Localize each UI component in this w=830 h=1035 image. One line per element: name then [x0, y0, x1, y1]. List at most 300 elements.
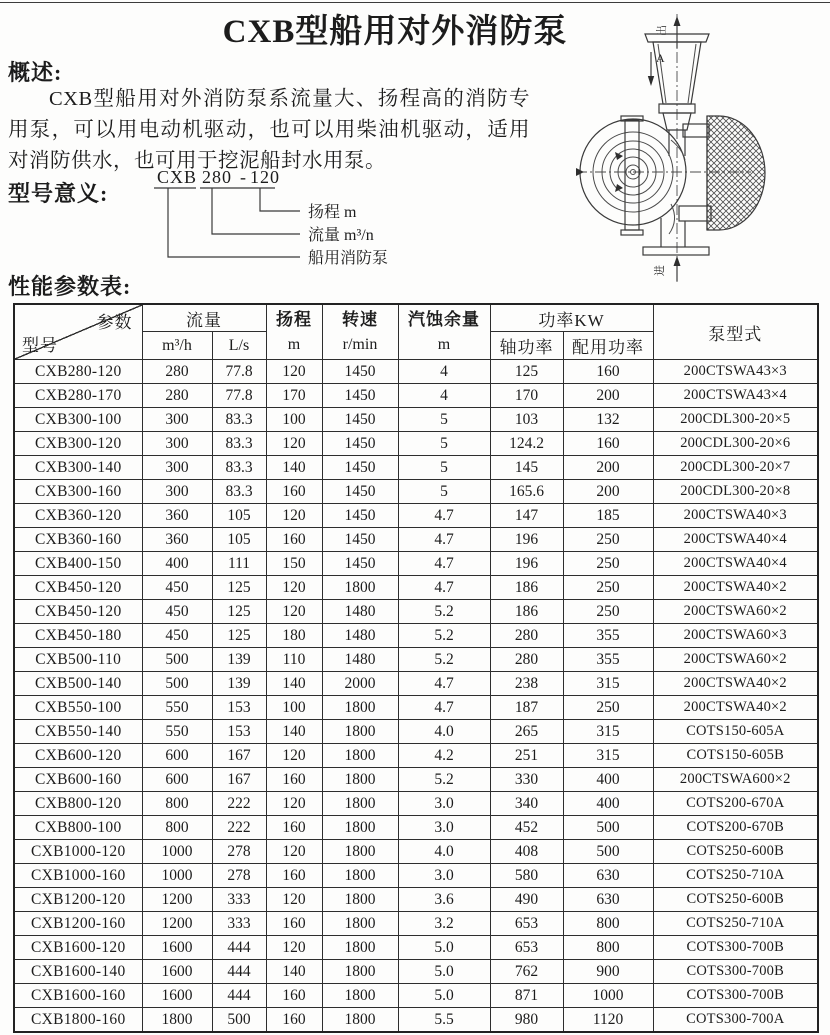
cell: CXB500-140 [14, 672, 142, 696]
performance-table [13, 303, 819, 1033]
model-label-pump: 船用消防泵 [308, 250, 389, 267]
cell: CXB600-160 [14, 768, 142, 792]
cell: 1450 [322, 456, 398, 480]
cell: 132 [563, 408, 653, 432]
cell: 200 [563, 384, 653, 408]
cell: 5.2 [398, 768, 490, 792]
cell: 4.7 [398, 552, 490, 576]
cell: 124.2 [490, 432, 563, 456]
page-title: CXB型船用对外消防泵 [222, 14, 568, 50]
cell: 3.0 [398, 816, 490, 840]
cell: 160 [563, 360, 653, 384]
cell: 200CTSWA60×2 [653, 600, 818, 624]
cell: 5.2 [398, 600, 490, 624]
cell: 300 [142, 480, 212, 504]
cell: 1200 [142, 912, 212, 936]
header-corner-model: 型号 [22, 336, 58, 355]
cell: 444 [212, 936, 266, 960]
cell: 315 [563, 720, 653, 744]
cell: 200 [563, 480, 653, 504]
cell: 5 [398, 456, 490, 480]
cell: 800 [142, 816, 212, 840]
cell: 120 [266, 360, 322, 384]
table-row [14, 528, 818, 552]
outlet-label: 出 [656, 25, 668, 36]
cell: CXB280-120 [14, 360, 142, 384]
cell: 140 [266, 456, 322, 480]
cell: 200CTSWA40×3 [653, 504, 818, 528]
cell: 160 [266, 480, 322, 504]
header-npsh-unit: m [437, 335, 451, 353]
cell: 110 [266, 648, 322, 672]
cell: 1800 [322, 816, 398, 840]
cell: CXB450-120 [14, 576, 142, 600]
cell: 500 [142, 672, 212, 696]
cell: 160 [266, 816, 322, 840]
cell: 200 [563, 456, 653, 480]
cell: COTS250-600B [653, 888, 818, 912]
cell: 1480 [322, 600, 398, 624]
cell: 280 [490, 624, 563, 648]
cell: CXB300-140 [14, 456, 142, 480]
table-row [14, 408, 818, 432]
cell: 200CTSWA40×2 [653, 696, 818, 720]
cell: 1800 [322, 576, 398, 600]
cell: 1800 [322, 1008, 398, 1033]
cell: 450 [142, 600, 212, 624]
cell: 1800 [142, 1008, 212, 1033]
cell: 139 [212, 648, 266, 672]
cell: COTS200-670A [653, 792, 818, 816]
table-row [14, 384, 818, 408]
header-speed [322, 304, 398, 360]
cell: 333 [212, 912, 266, 936]
table-row [14, 696, 818, 720]
model-designation-diagram [140, 163, 480, 281]
cell: 250 [563, 696, 653, 720]
cell: 140 [266, 960, 322, 984]
cell: 278 [212, 840, 266, 864]
table-row [14, 960, 818, 984]
header-flow-ls: L/s [212, 332, 266, 360]
cell: CXB550-140 [14, 720, 142, 744]
cell: 300 [142, 456, 212, 480]
cell: 1800 [322, 792, 398, 816]
cell: 1800 [322, 864, 398, 888]
cell: 444 [212, 960, 266, 984]
header-corner-cell [14, 304, 142, 360]
cell: 170 [490, 384, 563, 408]
cell: CXB450-180 [14, 624, 142, 648]
cell: 333 [212, 888, 266, 912]
cell: 330 [490, 768, 563, 792]
cell: 900 [563, 960, 653, 984]
table-row [14, 888, 818, 912]
table-row [14, 456, 818, 480]
cell: 200CTSWA40×2 [653, 576, 818, 600]
cell: 250 [563, 528, 653, 552]
cell: CXB400-150 [14, 552, 142, 576]
cell: 5.0 [398, 960, 490, 984]
cell: 4.7 [398, 504, 490, 528]
cell: 105 [212, 528, 266, 552]
cell: 1000 [142, 840, 212, 864]
cell: CXB1800-160 [14, 1008, 142, 1033]
cell: 83.3 [212, 408, 266, 432]
cell: 160 [563, 432, 653, 456]
cell: 500 [142, 648, 212, 672]
cell: CXB1600-120 [14, 936, 142, 960]
cell: 250 [563, 552, 653, 576]
cell: 408 [490, 840, 563, 864]
table-row [14, 744, 818, 768]
model-code-head: 120 [250, 167, 280, 187]
cell: 160 [266, 768, 322, 792]
cell: 800 [563, 936, 653, 960]
cell: 160 [266, 912, 322, 936]
table-row [14, 552, 818, 576]
cell: CXB450-120 [14, 600, 142, 624]
cell: 1480 [322, 624, 398, 648]
cell: 120 [266, 600, 322, 624]
cell: 222 [212, 816, 266, 840]
cell: 139 [212, 672, 266, 696]
model-code-prefix: CXB [157, 167, 198, 187]
cell: 125 [212, 600, 266, 624]
cell: 185 [563, 504, 653, 528]
table-header [14, 304, 818, 360]
cell: 1800 [322, 720, 398, 744]
inlet-label: 进 [654, 265, 666, 276]
cell: 280 [490, 648, 563, 672]
cell: 145 [490, 456, 563, 480]
table-row [14, 792, 818, 816]
cell: 200CDL300-20×7 [653, 456, 818, 480]
cell: 1450 [322, 408, 398, 432]
cell: 150 [266, 552, 322, 576]
cell: 300 [142, 408, 212, 432]
header-flow-m3h: m³/h [142, 332, 212, 360]
cell: 120 [266, 744, 322, 768]
cell: 200CTSWA43×3 [653, 360, 818, 384]
cell: 1800 [322, 768, 398, 792]
cell: 630 [563, 864, 653, 888]
table-row [14, 624, 818, 648]
cell: CXB500-110 [14, 648, 142, 672]
cell: 77.8 [212, 360, 266, 384]
cell: COTS300-700A [653, 1008, 818, 1033]
cell: CXB300-100 [14, 408, 142, 432]
cell: 1800 [322, 984, 398, 1008]
table-row [14, 672, 818, 696]
header-npsh [398, 304, 490, 360]
cell: 1800 [322, 936, 398, 960]
cell: 153 [212, 720, 266, 744]
cell: 265 [490, 720, 563, 744]
cell: 1800 [322, 744, 398, 768]
cell: 83.3 [212, 456, 266, 480]
cell: 251 [490, 744, 563, 768]
cell: 200CDL300-20×6 [653, 432, 818, 456]
cell: 111 [212, 552, 266, 576]
cell: 355 [563, 648, 653, 672]
cell: 125 [490, 360, 563, 384]
cell: 5.5 [398, 1008, 490, 1033]
cell: 120 [266, 432, 322, 456]
cell: 360 [142, 504, 212, 528]
table-row [14, 864, 818, 888]
header-head-unit: m [287, 335, 301, 353]
table-row [14, 432, 818, 456]
cell: 500 [563, 816, 653, 840]
cell: 120 [266, 576, 322, 600]
cell: COTS300-700B [653, 960, 818, 984]
cell: CXB360-160 [14, 528, 142, 552]
table-row [14, 816, 818, 840]
cell: 300 [142, 432, 212, 456]
table-row [14, 768, 818, 792]
cell: 120 [266, 936, 322, 960]
cell: 360 [142, 528, 212, 552]
cell: 3.0 [398, 792, 490, 816]
cell: 120 [266, 504, 322, 528]
cell: CXB1200-160 [14, 912, 142, 936]
performance-table-heading: 性能参数表: [8, 274, 132, 299]
cell: 1600 [142, 960, 212, 984]
table-row [14, 360, 818, 384]
cell: 250 [563, 600, 653, 624]
header-head [266, 304, 322, 360]
cell: 120 [266, 840, 322, 864]
cell: 444 [212, 984, 266, 1008]
cell: 83.3 [212, 480, 266, 504]
model-label-head: 扬程 m [308, 204, 357, 221]
view-a-label: A [656, 51, 665, 65]
cell: 100 [266, 696, 322, 720]
cell: COTS300-700B [653, 984, 818, 1008]
cell: 500 [212, 1008, 266, 1033]
cell: 1600 [142, 936, 212, 960]
cell: 550 [142, 720, 212, 744]
header-head-label: 扬程 [276, 310, 312, 330]
cell: 400 [563, 792, 653, 816]
cell: 140 [266, 720, 322, 744]
cell: 1800 [322, 912, 398, 936]
model-label-flow: 流量 m³/n [308, 227, 374, 244]
cell: CXB800-100 [14, 816, 142, 840]
cell: 600 [142, 744, 212, 768]
cell: 2000 [322, 672, 398, 696]
table-row [14, 648, 818, 672]
table-row [14, 576, 818, 600]
cell: 186 [490, 600, 563, 624]
overview-paragraph: CXB型船用对外消防泵系流量大、扬程高的消防专用泵，可以用电动机驱动，也可以用柴油机驱动，适用对消防供水，也可用于挖泥船封水用泵。 [8, 88, 530, 172]
cell: 4.7 [398, 672, 490, 696]
cell: 200CTSWA40×2 [653, 672, 818, 696]
header-speed-label: 转速 [342, 310, 378, 330]
cell: 125 [212, 576, 266, 600]
cell: 653 [490, 936, 563, 960]
cell: 1800 [322, 696, 398, 720]
cell: 5.2 [398, 648, 490, 672]
cell: 238 [490, 672, 563, 696]
cell: COTS150-605A [653, 720, 818, 744]
cell: 450 [142, 576, 212, 600]
cell: CXB600-120 [14, 744, 142, 768]
cell: 1450 [322, 480, 398, 504]
cell: 1600 [142, 984, 212, 1008]
table-row [14, 600, 818, 624]
cell: 3.2 [398, 912, 490, 936]
cell: 653 [490, 912, 563, 936]
cell: 1000 [563, 984, 653, 1008]
cell: COTS250-600B [653, 840, 818, 864]
cell: 280 [142, 384, 212, 408]
cell: 120 [266, 792, 322, 816]
table-row [14, 936, 818, 960]
cell: 3.0 [398, 864, 490, 888]
cell: 147 [490, 504, 563, 528]
cell: COTS200-670B [653, 816, 818, 840]
cell: 170 [266, 384, 322, 408]
cell: 871 [490, 984, 563, 1008]
cell: 200CTSWA40×4 [653, 552, 818, 576]
cell: 1450 [322, 432, 398, 456]
header-flow: 流量 [142, 304, 266, 332]
cell: 250 [563, 576, 653, 600]
header-power-rated: 配用功率 [563, 332, 653, 360]
cell: 490 [490, 888, 563, 912]
cell: 278 [212, 864, 266, 888]
cell: 120 [266, 888, 322, 912]
header-pump-type: 泵型式 [653, 304, 818, 360]
cell: 167 [212, 768, 266, 792]
cell: 5 [398, 480, 490, 504]
cell: 160 [266, 528, 322, 552]
cell: 452 [490, 816, 563, 840]
cell: 160 [266, 864, 322, 888]
cell: 5.0 [398, 936, 490, 960]
cell: 1450 [322, 360, 398, 384]
cell: 4.0 [398, 840, 490, 864]
cell: 1120 [563, 1008, 653, 1033]
cell: 4.0 [398, 720, 490, 744]
cell: 550 [142, 696, 212, 720]
cell: CXB550-100 [14, 696, 142, 720]
cell: 125 [212, 624, 266, 648]
cell: 4.2 [398, 744, 490, 768]
cell: 100 [266, 408, 322, 432]
cell: 315 [563, 672, 653, 696]
cell: COTS150-605B [653, 744, 818, 768]
cell: 200CDL300-20×5 [653, 408, 818, 432]
cell: 340 [490, 792, 563, 816]
cell: 800 [142, 792, 212, 816]
cell: 196 [490, 552, 563, 576]
cell: 180 [266, 624, 322, 648]
cell: 4 [398, 360, 490, 384]
cell: 355 [563, 624, 653, 648]
cell: 186 [490, 576, 563, 600]
cell: 5.0 [398, 984, 490, 1008]
table-row [14, 480, 818, 504]
cell: 450 [142, 624, 212, 648]
table-row [14, 840, 818, 864]
model-meaning-heading: 型号意义: [8, 181, 109, 206]
cell: 762 [490, 960, 563, 984]
cell: 5 [398, 432, 490, 456]
cell: 630 [563, 888, 653, 912]
cell: 500 [563, 840, 653, 864]
cell: 160 [266, 984, 322, 1008]
cell: CXB1200-120 [14, 888, 142, 912]
table-row [14, 504, 818, 528]
header-npsh-label: 汽蚀余量 [408, 310, 480, 330]
cell: 200CTSWA600×2 [653, 768, 818, 792]
cell: CXB1600-160 [14, 984, 142, 1008]
cell: 400 [563, 768, 653, 792]
cell: 4.7 [398, 576, 490, 600]
cell: 4 [398, 384, 490, 408]
cell: 222 [212, 792, 266, 816]
cell: COTS250-710A [653, 864, 818, 888]
cell: CXB1600-140 [14, 960, 142, 984]
header-power: 功率KW [490, 304, 653, 332]
cell: CXB1000-160 [14, 864, 142, 888]
cell: 1450 [322, 552, 398, 576]
model-code-separator: - [240, 167, 246, 187]
cell: 400 [142, 552, 212, 576]
cell: CXB1000-120 [14, 840, 142, 864]
page-top-rule [0, 2, 830, 3]
cell: 153 [212, 696, 266, 720]
cell: 600 [142, 768, 212, 792]
cell: 200CTSWA43×4 [653, 384, 818, 408]
cell: 165.6 [490, 480, 563, 504]
cell: 580 [490, 864, 563, 888]
model-code-flow: 280 [202, 167, 232, 187]
cell: 280 [142, 360, 212, 384]
cell: 3.6 [398, 888, 490, 912]
cell: 4.7 [398, 528, 490, 552]
cell: 1800 [322, 960, 398, 984]
header-power-shaft: 轴功率 [490, 332, 563, 360]
cell: 1800 [322, 888, 398, 912]
cell: CXB280-170 [14, 384, 142, 408]
cell: COTS250-710A [653, 912, 818, 936]
cell: 83.3 [212, 432, 266, 456]
cell: CXB360-120 [14, 504, 142, 528]
cell: CXB300-160 [14, 480, 142, 504]
header-speed-unit: r/min [342, 335, 378, 353]
cell: 800 [563, 912, 653, 936]
cell: 1200 [142, 888, 212, 912]
table-row [14, 720, 818, 744]
cell: 196 [490, 528, 563, 552]
cell: 105 [212, 504, 266, 528]
cell: 4.7 [398, 696, 490, 720]
cell: CXB800-120 [14, 792, 142, 816]
cell: CXB300-120 [14, 432, 142, 456]
cell: 140 [266, 672, 322, 696]
cell: 1000 [142, 864, 212, 888]
cell: 77.8 [212, 384, 266, 408]
cell: 200CDL300-20×8 [653, 480, 818, 504]
cell: 980 [490, 1008, 563, 1033]
cell: 5 [398, 408, 490, 432]
pump-drawing [573, 4, 828, 294]
table-row [14, 1008, 818, 1033]
